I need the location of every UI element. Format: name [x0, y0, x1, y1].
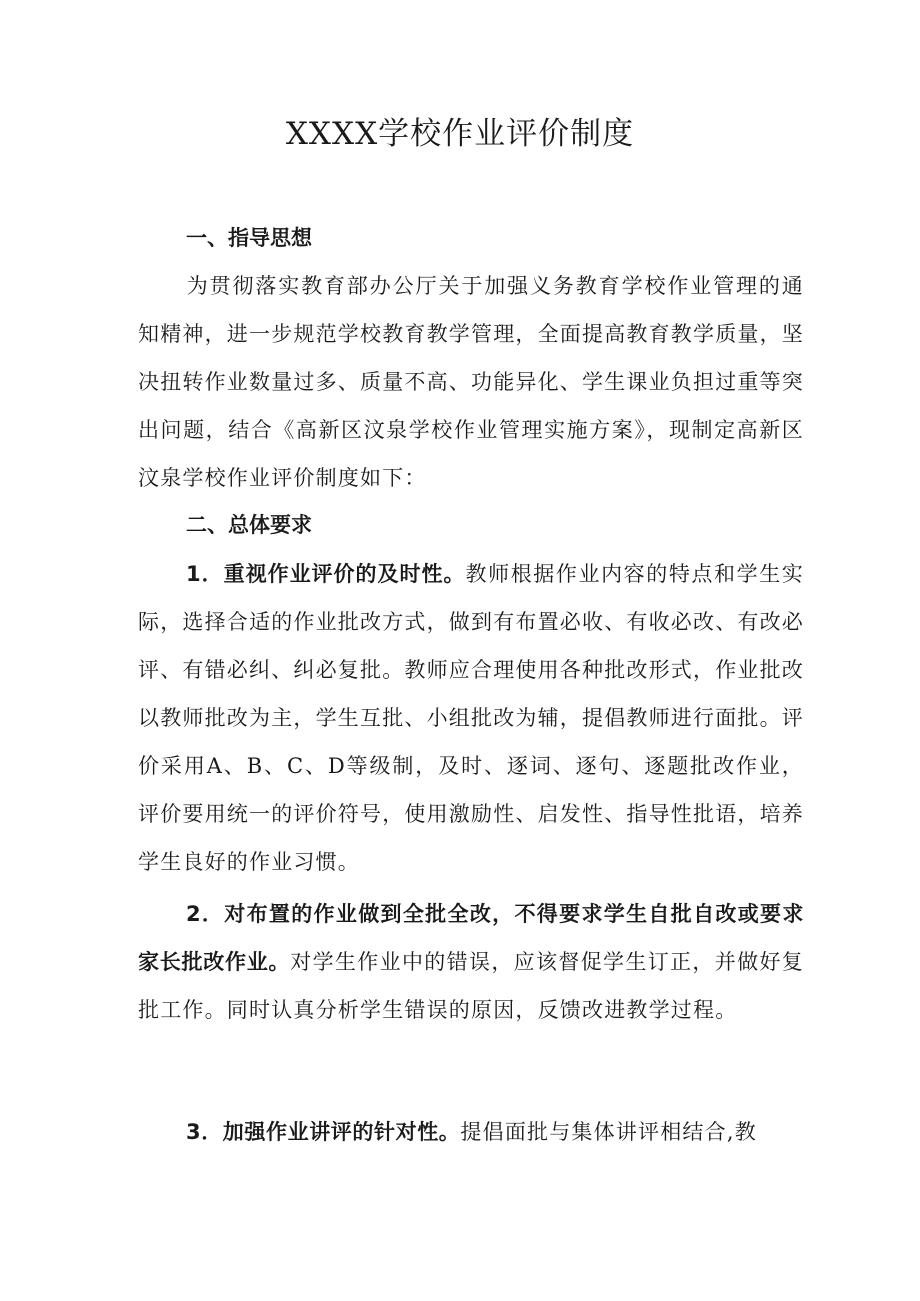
requirement-body: 提倡面批与集体讲评相结合,教 — [460, 1120, 757, 1144]
document-title: XXXX学校作业评价制度 — [285, 116, 635, 152]
requirement-lead: 2．对布置的作业做到全批全改，不得要求学生自批自改或要求家长批改作业。 — [138, 902, 804, 974]
section-heading-guiding-principle: 一、指导思想 — [186, 226, 312, 250]
requirement-item-2 — [138, 890, 804, 1034]
requirement-item-1 — [138, 550, 804, 886]
paragraph-text: 为贯彻落实教育部办公厅关于加强义务教育学校作业管理的通知精神，进一步规范学校教育教学管理，全面提高教育教学质量，坚决扭转作业数量过多、质量不高、功能异化、学生课业负担过重等突出问题，结合《高新区汶泉学校作业管理实施方案》，现制定高新区汶泉学校作业评价制度如下： — [138, 274, 804, 490]
requirement-lead: 3．加强作业讲评的针对性。 — [186, 1120, 461, 1144]
requirement-body: 对学生作业中的错误，应该督促学生订正，并做好复批工作。同时认真分析学生错误的原因，反馈改进教学过程。 — [138, 950, 804, 1022]
requirement-body: 教师根据作业内容的特点和学生实际，选择合适的作业批改方式，做到有布置必收、有收必改、有改必评、有错必纠、纠必复批。教师应合理使用各种批改形式，作业批改以教师批改为主，学生互批、小组批改为辅，提倡教师进行面批。评价采用A、B、C、D等级制，及时、逐词、逐句、逐题批改作业，评价要用统一的评价符号，使用激励性、启发性、指导性批语，培养学生良好的作业习惯。 — [138, 562, 804, 874]
section-paragraph-guiding-principle — [138, 262, 804, 502]
section-heading-general-requirements: 二、总体要求 — [186, 513, 312, 537]
requirement-item-3 — [138, 1108, 804, 1156]
requirement-lead: 1．重视作业评价的及时性。 — [186, 562, 466, 586]
